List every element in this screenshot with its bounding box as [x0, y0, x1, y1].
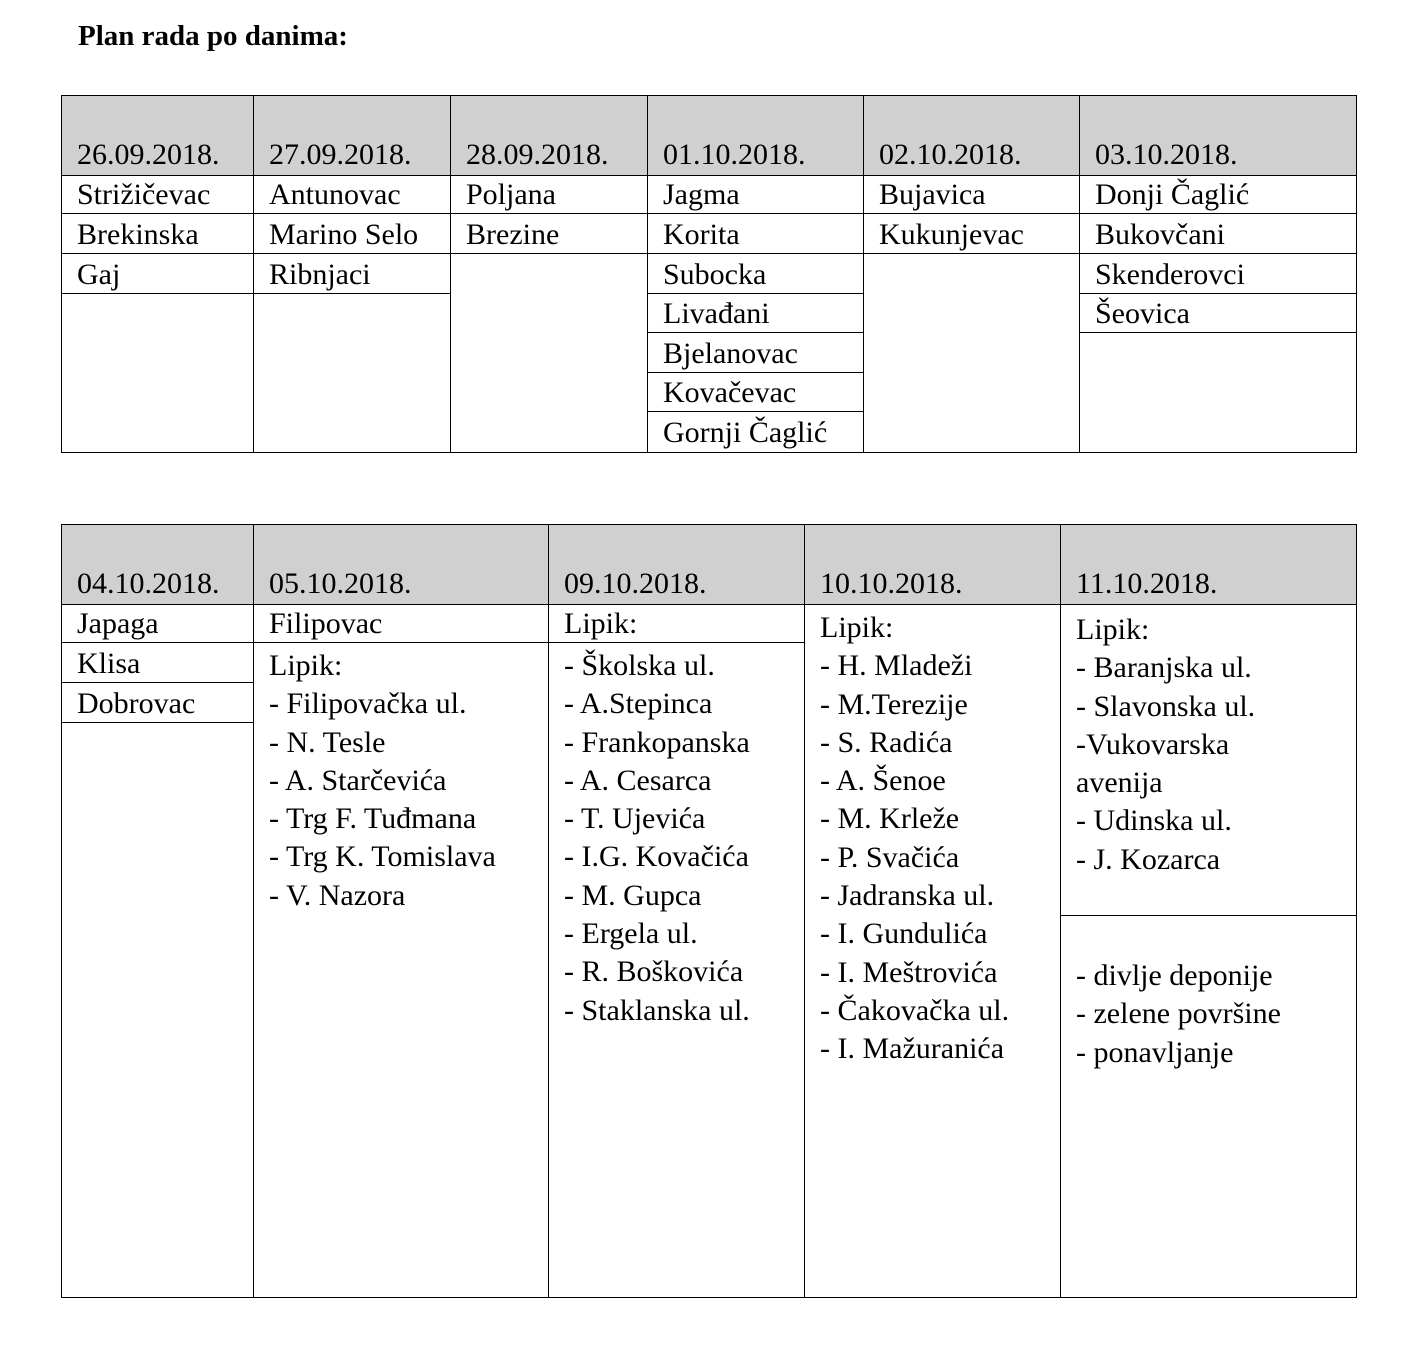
list-item: - Slavonska ul.	[1076, 689, 1256, 723]
date-header: 02.10.2018.	[879, 138, 1022, 171]
list-item: - Staklanska ul.	[564, 993, 750, 1027]
list-item: - N. Tesle	[269, 725, 386, 759]
date-header: 03.10.2018.	[1095, 138, 1238, 171]
schedule-table-2	[61, 524, 1357, 1298]
page-title: Plan rada po danima:	[78, 20, 348, 52]
date-header: 01.10.2018.	[663, 138, 806, 171]
date-header: 04.10.2018.	[77, 567, 220, 600]
day-column	[62, 525, 253, 1297]
table-cell: Brezine	[451, 215, 648, 254]
street-list	[564, 647, 750, 1030]
day-column	[647, 96, 864, 452]
table-cell: Ribnjaci	[254, 255, 451, 294]
list-item: - Baranjska ul.	[1076, 651, 1252, 685]
list-item: - I. Mažuranića	[820, 1032, 1005, 1066]
table-cell: Donji Čaglić	[1080, 175, 1356, 214]
day-column	[548, 525, 805, 1297]
table-cell: Kukunjevac	[864, 215, 1080, 254]
table-cell: Antunovac	[254, 175, 451, 214]
list-item: - I. Meštrovića	[820, 955, 998, 989]
date-header: 26.09.2018.	[77, 138, 220, 171]
table-cell: Japaga	[62, 604, 253, 643]
list-item: Lipik:	[269, 649, 343, 682]
table-cell: Jagma	[648, 175, 864, 214]
list-item: - I.G. Kovačića	[564, 840, 749, 874]
day-column	[804, 525, 1061, 1297]
date-header: 27.09.2018.	[269, 138, 412, 171]
list-item: - P. Svačića	[820, 840, 960, 874]
task-list	[1076, 957, 1281, 1072]
list-item: - A. Šenoe	[820, 764, 946, 798]
list-item: - J. Kozarca	[1076, 842, 1221, 876]
street-list	[1076, 611, 1255, 879]
table-cell: Livađani	[648, 294, 864, 333]
table-cell: Bujavica	[864, 175, 1080, 214]
list-item: - divlje deponije	[1076, 959, 1273, 992]
date-header: 05.10.2018.	[269, 567, 412, 600]
list-item: - Trg F. Tuđmana	[269, 802, 477, 836]
day-column	[253, 525, 549, 1297]
day-column	[62, 96, 253, 452]
table-cell: Strižičevac	[62, 175, 253, 214]
table-cell: Šeovica	[1080, 294, 1356, 333]
schedule-table-1	[61, 95, 1357, 453]
street-list	[820, 609, 1009, 1069]
table-cell: Lipik:	[549, 604, 805, 643]
list-item: - A. Cesarca	[564, 763, 712, 797]
table-cell: Brekinska	[62, 215, 253, 254]
table-cell: Filipovac	[254, 604, 549, 643]
date-header: 28.09.2018.	[466, 138, 609, 171]
list-item: Lipik:	[820, 611, 894, 644]
list-item: - Čakovačka ul.	[820, 993, 1010, 1027]
list-item: Lipik:	[1076, 613, 1150, 646]
list-item: - S. Radića	[820, 725, 953, 759]
table-cell: Korita	[648, 215, 864, 254]
list-item: - zelene površine	[1076, 997, 1281, 1031]
table-cell: Klisa	[62, 644, 253, 683]
list-item: - Trg K. Tomislava	[269, 840, 496, 874]
list-item: - T. Ujevića	[564, 802, 706, 836]
day-column	[1060, 525, 1356, 1297]
list-item: - A. Starčevića	[269, 763, 447, 797]
table-cell: Kovačevac	[648, 373, 864, 412]
list-item: - I. Gundulića	[820, 917, 988, 951]
day-column	[1079, 96, 1356, 452]
date-header: 09.10.2018.	[564, 567, 707, 600]
list-item: - M. Krleže	[820, 802, 960, 836]
list-item: - ponavljanje	[1076, 1035, 1234, 1069]
list-item: -Vukovarska	[1076, 727, 1230, 761]
list-item: avenija	[1076, 766, 1163, 800]
list-item: - H. Mladeži	[820, 649, 973, 683]
table-cell: Bjelanovac	[648, 334, 864, 373]
list-item: - Udinska ul.	[1076, 804, 1232, 838]
day-column	[253, 96, 451, 452]
table-cell: Poljana	[451, 175, 648, 214]
table-cell: Bukovčani	[1080, 215, 1356, 254]
list-item: - R. Boškovića	[564, 955, 744, 989]
list-item: - Školska ul.	[564, 649, 715, 682]
date-header: 10.10.2018.	[820, 567, 963, 600]
list-item: - M.Terezije	[820, 687, 968, 721]
table-cell: Dobrovac	[62, 684, 253, 723]
street-list	[269, 647, 496, 915]
list-item: - Filipovačka ul.	[269, 687, 467, 721]
list-item: - Ergela ul.	[564, 917, 698, 951]
date-header: 11.10.2018.	[1076, 567, 1218, 600]
table-cell: Gaj	[62, 255, 253, 294]
table-cell: Marino Selo	[254, 215, 451, 254]
divider	[1061, 915, 1356, 916]
table-cell: Skenderovci	[1080, 255, 1356, 294]
day-column	[863, 96, 1080, 452]
list-item: - Jadranska ul.	[820, 879, 995, 913]
list-item: - Frankopanska	[564, 725, 750, 759]
table-cell: Subocka	[648, 255, 864, 294]
day-column	[450, 96, 648, 452]
list-item: - V. Nazora	[269, 878, 406, 912]
list-item: - A.Stepinca	[564, 687, 713, 721]
list-item: - M. Gupca	[564, 878, 702, 912]
table-cell: Gornji Čaglić	[663, 416, 828, 449]
